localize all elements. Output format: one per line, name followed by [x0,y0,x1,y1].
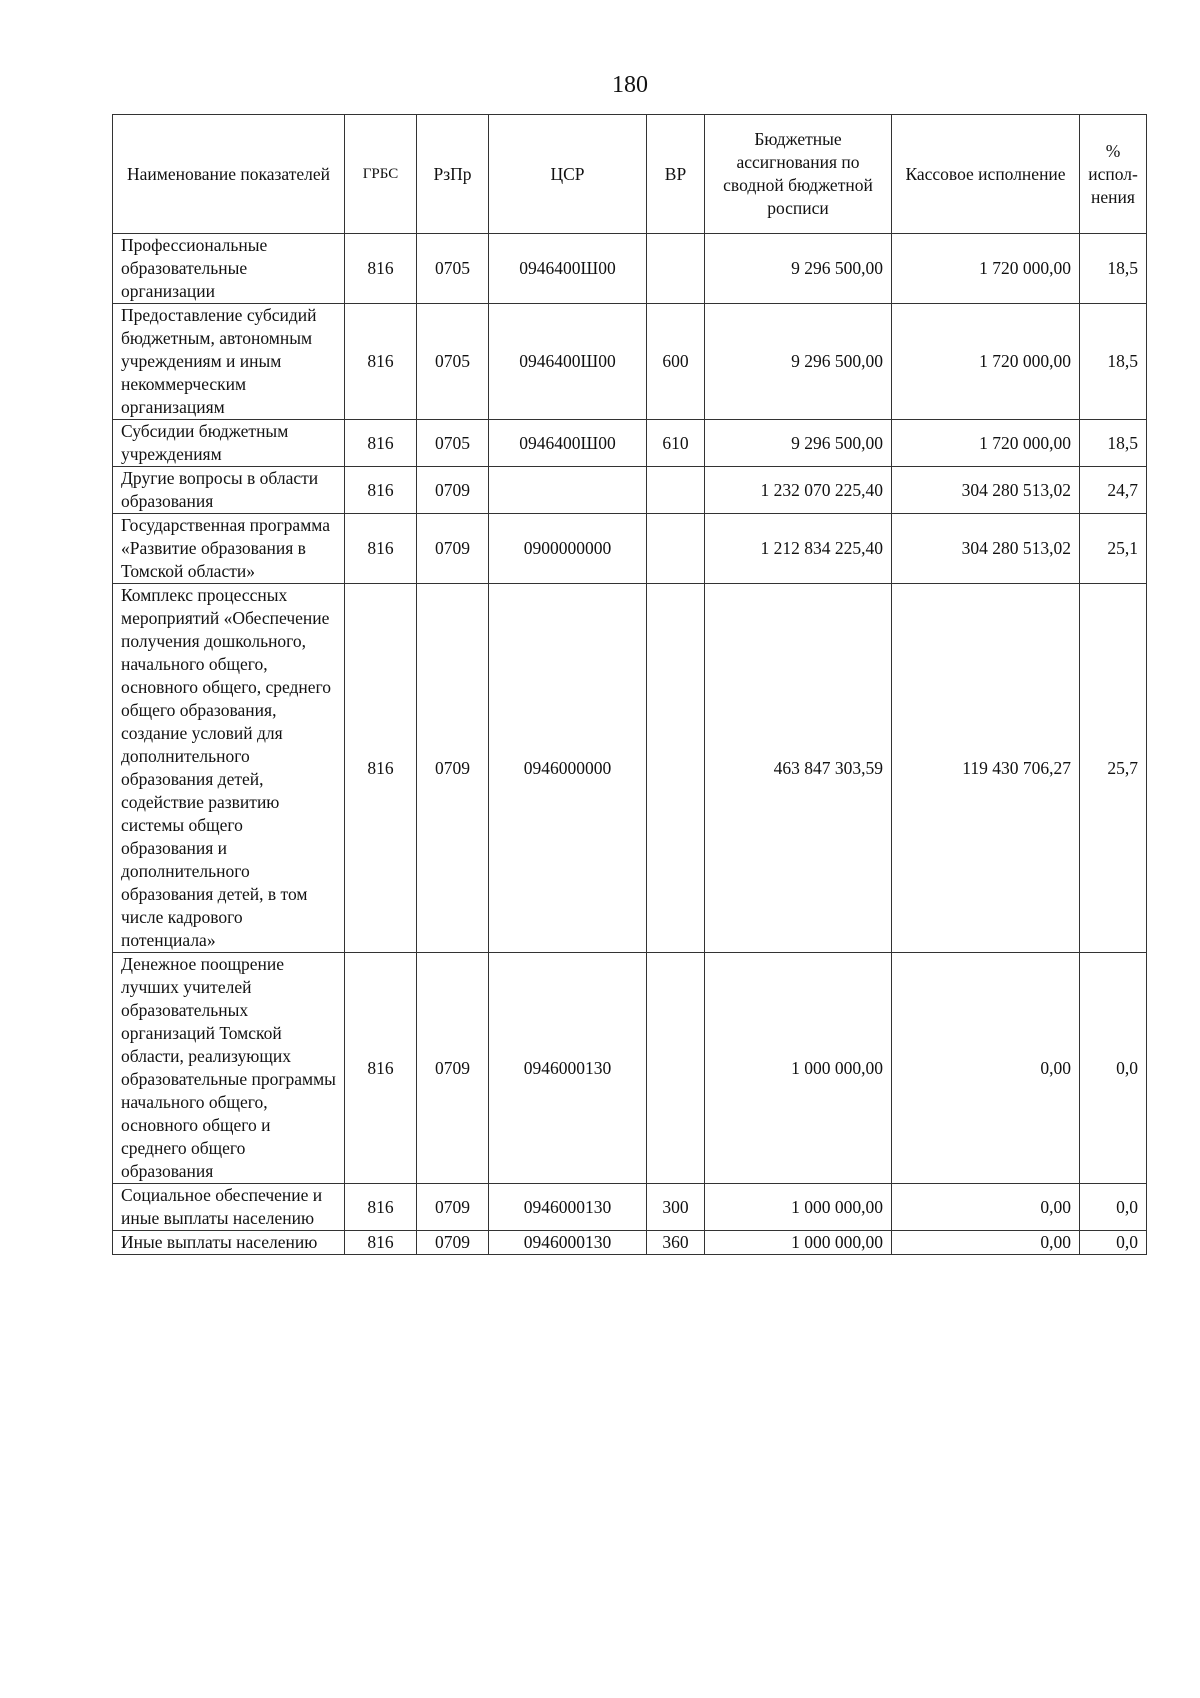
table-row [113,1184,1147,1231]
vr-cell [647,467,705,514]
cash-cell: 0,00 [892,953,1080,1184]
grbs-cell: 816 [345,1231,417,1255]
rzpr-cell: 0705 [417,234,489,304]
vr-cell [647,953,705,1184]
vr-cell: 610 [647,420,705,467]
row-name-cell: Другие вопросы в области образования [113,467,345,514]
row-name-cell: Социальное обеспечение и иные выплаты населению [113,1184,345,1231]
row-name-cell: Профессиональные образовательные организации [113,234,345,304]
budget-execution-table [112,114,1147,1255]
table-row [113,234,1147,304]
csr-cell: 0946400Ш00 [489,420,647,467]
budget-cell: 9 296 500,00 [705,234,892,304]
header-grbs: ГРБС [345,115,417,234]
header-budget: Бюджетные ассигнования по сводной бюджетной росписи [705,115,892,234]
percent-cell: 0,0 [1080,953,1147,1184]
budget-cell: 1 212 834 225,40 [705,514,892,584]
vr-cell [647,234,705,304]
grbs-cell: 816 [345,514,417,584]
page-number: 180 [612,72,648,98]
vr-cell: 300 [647,1184,705,1231]
table-row [113,1231,1147,1255]
budget-cell: 463 847 303,59 [705,584,892,953]
csr-cell [489,467,647,514]
percent-cell: 24,7 [1080,467,1147,514]
table-row [113,584,1147,953]
header-cash: Кассовое исполнение [892,115,1080,234]
header-percent: % испол-нения [1080,115,1147,234]
row-name-cell: Комплекс процессных мероприятий «Обеспечение получения дошкольного, начального общего, основного общего, среднего общего образования, создание условий для дополнительного образования детей, содействие развитию системы общего образования и дополнительного образования детей, в том числе кадрового потенциала» [113,584,345,953]
grbs-cell: 816 [345,420,417,467]
vr-cell [647,514,705,584]
budget-cell: 9 296 500,00 [705,304,892,420]
rzpr-cell: 0709 [417,467,489,514]
cash-cell: 1 720 000,00 [892,234,1080,304]
row-name-cell: Предоставление субсидий бюджетным, автономным учреждениям и иным некоммерческим организациям [113,304,345,420]
percent-cell: 18,5 [1080,304,1147,420]
grbs-cell: 816 [345,304,417,420]
header-row [113,115,1147,234]
grbs-cell: 816 [345,467,417,514]
rzpr-cell: 0709 [417,1184,489,1231]
csr-cell: 0946000130 [489,1184,647,1231]
table-row [113,514,1147,584]
percent-cell: 25,7 [1080,584,1147,953]
vr-cell: 600 [647,304,705,420]
percent-cell: 0,0 [1080,1231,1147,1255]
rzpr-cell: 0705 [417,420,489,467]
table-row [113,953,1147,1184]
rzpr-cell: 0709 [417,1231,489,1255]
vr-cell [647,584,705,953]
table-row [113,467,1147,514]
csr-cell: 0900000000 [489,514,647,584]
header-name: Наименование показателей [113,115,345,234]
row-name-cell: Государственная программа «Развитие образования в Томской области» [113,514,345,584]
table-body [113,234,1147,1255]
rzpr-cell: 0709 [417,953,489,1184]
csr-cell: 0946000000 [489,584,647,953]
budget-cell: 1 232 070 225,40 [705,467,892,514]
budget-cell: 1 000 000,00 [705,1184,892,1231]
cash-cell: 1 720 000,00 [892,420,1080,467]
percent-cell: 18,5 [1080,234,1147,304]
grbs-cell: 816 [345,234,417,304]
vr-cell: 360 [647,1231,705,1255]
cash-cell: 304 280 513,02 [892,467,1080,514]
cash-cell: 1 720 000,00 [892,304,1080,420]
cash-cell: 119 430 706,27 [892,584,1080,953]
grbs-cell: 816 [345,953,417,1184]
percent-cell: 25,1 [1080,514,1147,584]
rzpr-cell: 0705 [417,304,489,420]
table-row [113,420,1147,467]
header-csr: ЦСР [489,115,647,234]
grbs-cell: 816 [345,584,417,953]
csr-cell: 0946000130 [489,1231,647,1255]
header-vr: ВР [647,115,705,234]
csr-cell: 0946400Ш00 [489,234,647,304]
row-name-cell: Иные выплаты населению [113,1231,345,1255]
csr-cell: 0946000130 [489,953,647,1184]
budget-cell: 9 296 500,00 [705,420,892,467]
rzpr-cell: 0709 [417,584,489,953]
row-name-cell: Субсидии бюджетным учреждениям [113,420,345,467]
cash-cell: 304 280 513,02 [892,514,1080,584]
csr-cell: 0946400Ш00 [489,304,647,420]
percent-cell: 18,5 [1080,420,1147,467]
cash-cell: 0,00 [892,1184,1080,1231]
cash-cell: 0,00 [892,1231,1080,1255]
table-row [113,304,1147,420]
budget-cell: 1 000 000,00 [705,953,892,1184]
header-rzpr: РзПр [417,115,489,234]
budget-cell: 1 000 000,00 [705,1231,892,1255]
row-name-cell: Денежное поощрение лучших учителей образовательных организаций Томской области, реализующих образовательные программы начального общего, основного общего и среднего общего образования [113,953,345,1184]
grbs-cell: 816 [345,1184,417,1231]
rzpr-cell: 0709 [417,514,489,584]
percent-cell: 0,0 [1080,1184,1147,1231]
